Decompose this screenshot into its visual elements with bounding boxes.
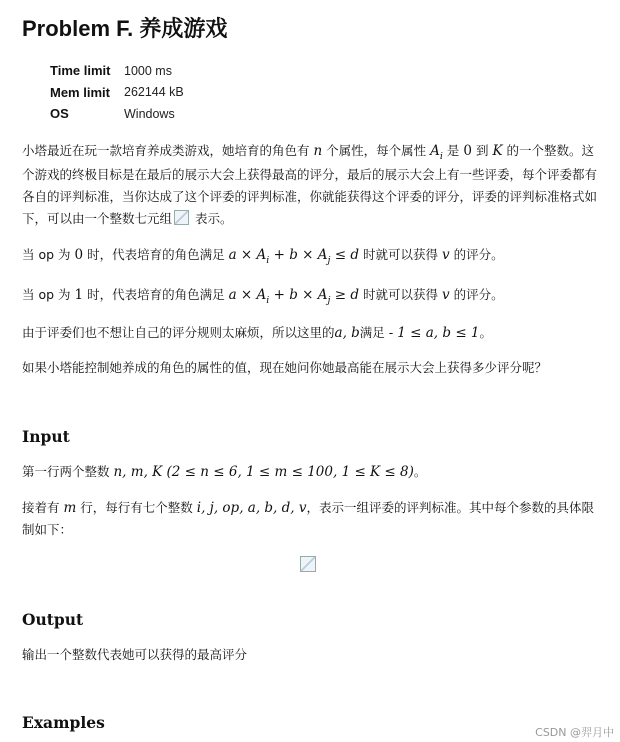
input-heading: Input (22, 427, 70, 446)
watermark: CSDN @羿月中 (535, 726, 614, 739)
limit-value: 1000 ms (124, 63, 172, 78)
limits-table (50, 60, 184, 125)
limit-key: OS (50, 106, 69, 122)
mem-limit-row (50, 82, 184, 104)
os-row (50, 103, 184, 125)
statement-paragraph-4: 由于评委们也不想让自己的评分规则太麻烦，所以这里的a, b满足 - 1 ≤ a, b ≤ 1。 (22, 325, 493, 341)
broken-image-icon (174, 210, 189, 225)
statement-paragraph-3: 当 op 为 1 时，代表培育的角色满足 $a \times A_i + b \times A_j \ge d$ 时就可以获得 v 的评分。 (22, 287, 504, 306)
input-line-1: 第一行两个整数 n, m, K (2 ≤ n ≤ 6, 1 ≤ m ≤ 100, 1 ≤ K ≤ 8)。 (22, 464, 427, 480)
statement-paragraph-1: 小塔最近在玩一款培育养成类游戏，她培育的角色有 n 个属性，每个属性 $A_i$ 是 0 到 K 的一个整数。这个游戏的终极目标是在最后的展示大会上获得最高的评分，最后的展示大会上有一些评委，每个评委都有各自的评判标准，当你达成了这个评委的评判标准，你就能获得这个评委的评分，评委的评判标准格式如下，可以由一个整数七元组 表示。 (22, 143, 598, 226)
limit-value: Windows (124, 106, 175, 121)
output-text: 输出一个整数代表她可以获得的最高评分 (22, 647, 248, 662)
time-limit-row (50, 60, 184, 82)
limit-key: Time limit (50, 63, 111, 79)
broken-image-icon (300, 556, 316, 572)
statement-paragraph-5: 如果小塔能控制她养成的角色的属性的值，现在她问你她最高能在展示大会上获得多少评分呢？ (22, 360, 548, 375)
input-line-2: 接着有 m 行，每行有七个整数 i, j, op, a, b, d, v，表示一组评委的评判标准。其中每个参数的具体限制如下： (22, 500, 594, 537)
limit-value: 262144 kB (124, 85, 184, 100)
output-heading: Output (22, 610, 84, 629)
problem-title: Problem F. 养成游戏 (22, 16, 228, 41)
limit-key: Mem limit (50, 84, 110, 100)
statement-paragraph-2: 当 op 为 0 时，代表培育的角色满足 $a \times A_i + b \times A_j \le d$ 时就可以获得 v 的评分。 (22, 247, 504, 266)
examples-heading: Examples (22, 713, 105, 732)
